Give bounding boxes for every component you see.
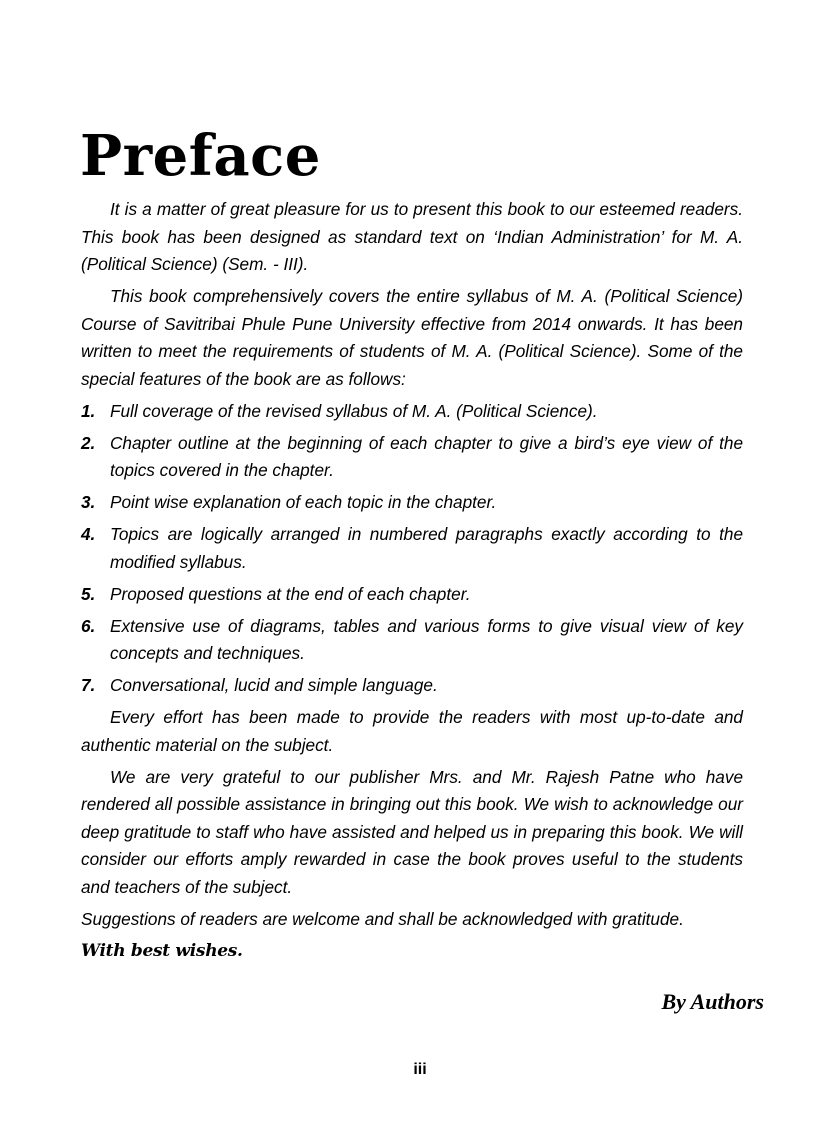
closing-paragraph-1: Every effort has been made to provide the readers with most up-to-date and authentic material on the subject. <box>81 707 743 755</box>
intro-paragraph-2: This book comprehensively covers the entire syllabus of M. A. (Political Science) Course of Savitribai Phule Pune University effective from 2014 onwards. It has been written to meet the requirements of students of M. A. (Political Science). Some of the special features of the book are as follows: <box>81 286 743 389</box>
list-item-number: 2. <box>81 432 96 453</box>
preface-body <box>81 196 743 965</box>
intro-paragraph-1: It is a matter of great pleasure for us to present this book to our esteemed readers. This book has been designed as standard text on ‘Indian Administration’ for M. A. (Political Science) (Sem. - III). <box>81 199 743 274</box>
page-number: iii <box>413 1061 427 1078</box>
list-item-number: 5. <box>81 583 96 604</box>
list-item-number: 3. <box>81 492 96 512</box>
list-item-text: Full coverage of the revised syllabus of M. A. (Political Science). <box>110 400 598 421</box>
list-item <box>81 581 743 609</box>
closing-paragraph-2: We are very grateful to our publisher Mrs. and Mr. Rajesh Patne who have rendered all possible assistance in bringing out this book. We wish to acknowledge our deep gratitude to staff who have assisted and helped us in preparing this book. We will consider our efforts amply rewarded in case the book proves useful to the students and teachers of the subject. <box>81 766 743 897</box>
page-title: Preface <box>80 123 321 189</box>
list-item-text: Point wise explanation of each topic in the chapter. <box>110 492 497 512</box>
list-item <box>81 613 743 668</box>
list-item-text: Extensive use of diagrams, tables and various forms to give visual view of key concepts and techniques. <box>110 615 743 663</box>
list-item-number: 1. <box>81 400 96 421</box>
list-item-text: Proposed questions at the end of each chapter. <box>110 583 471 604</box>
list-item-number: 4. <box>81 524 96 544</box>
best-wishes: With best wishes. <box>81 940 243 961</box>
list-item-number: 7. <box>81 675 96 695</box>
list-item-number: 6. <box>81 615 96 636</box>
list-item-text: Conversational, lucid and simple language. <box>110 675 438 695</box>
list-item <box>81 430 743 485</box>
suggestions-line: Suggestions of readers are welcome and shall be acknowledged with gratitude. <box>81 908 684 929</box>
list-item-text: Topics are logically arranged in numbered paragraphs exactly according to the modified syllabus. <box>110 524 743 572</box>
list-item-text: Chapter outline at the beginning of each chapter to give a bird’s eye view of the topics covered in the chapter. <box>110 432 743 480</box>
list-item <box>81 398 743 426</box>
features-list <box>81 398 743 700</box>
signature: By Authors <box>661 989 764 1014</box>
list-item <box>81 521 743 576</box>
list-item <box>81 489 743 517</box>
list-item <box>81 672 743 700</box>
